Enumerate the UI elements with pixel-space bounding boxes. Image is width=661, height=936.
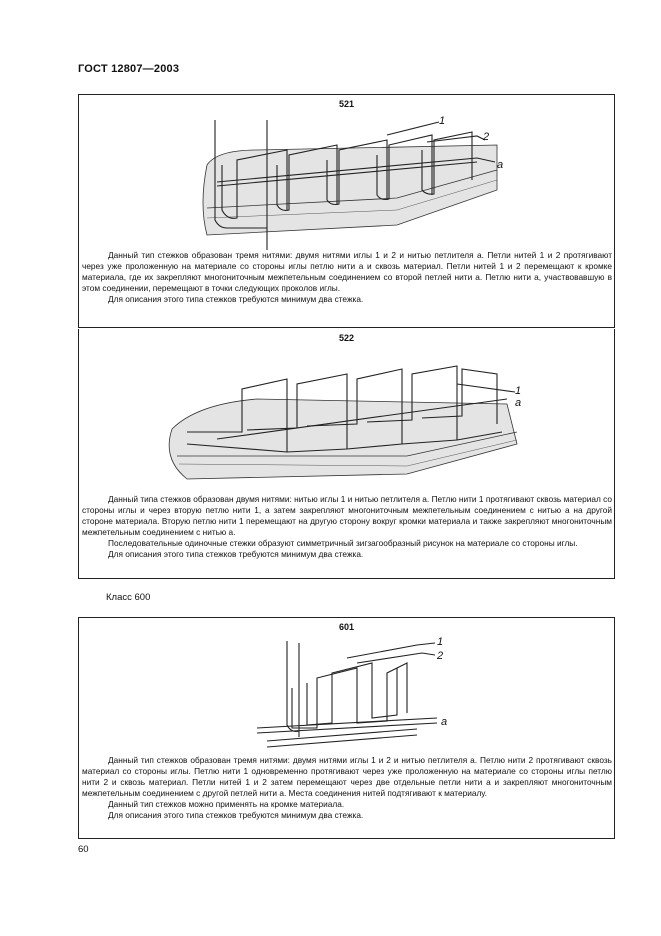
description-paragraph: Данный типа стежков образован двумя нитями: нитью иглы 1 и нитью петлителя a. Петлю нити 1 протягивают сквозь материал со стороны иглы и через вторую петлю нити 1, а затем закрепляют многониточным межпетельным соединением с нитью a на другой стороне материала. Вторую петлю нити 1 перемещают на другую сторону вокруг кромки материала и также закрепляют многониточным межпетельным соединением с нитью a. [82, 494, 612, 537]
stitch-number: 601 [338, 622, 355, 632]
page-number: 60 [78, 844, 89, 855]
description-paragraph: Данный тип стежков образован тремя нитями: двумя нитями иглы 1 и 2 и нитью петлителя a. Петли нитей 1 и 2 протягивают через уже проложенную на материале со стороны иглы петлю нити a и сквозь материал. Петли нитей 1 и 2 перемещают к кромке материала, где их закрепляют многониточным межпетельным соединением со второй петлей нити a. Петлю нити a, участвовавшую в этом соединении, перемещают в точки следующих проколов иглы. [82, 250, 612, 293]
description-paragraph: Данный тип стежков образован тремя нитями: двумя нитями иглы 1 и 2 и нитью петлителя a. Петлю нити 2 протягивают сквозь материал со стороны иглы. Петлю нити 1 одновременно протягивают через уже проложенную на материале со стороны иглы петлю нити 2 и сквозь материал. Петли нитей 1 и 2 затем перемещают через две отдельные петли нити a и закрепляют многониточным межпетельным соединением с другой петлей нити a. Места соединения нитей подтягивают к материалу. [82, 755, 612, 798]
description-paragraph: Данный тип стежков можно применять на кромке материала. [108, 798, 345, 809]
description-paragraph: Для описания этого типа стежков требуются минимум два стежка. [108, 293, 364, 304]
stitch-description [79, 250, 614, 305]
stitch-panel-601 [78, 617, 615, 839]
description-paragraph: Последовательные одиночные стежки образуют симметричный зигзагообразный рисунок на материале со стороны иглы. [108, 537, 578, 548]
stitch-521-diagram [177, 110, 517, 250]
thread-label-1: 1 [514, 385, 521, 397]
stitch-panel-521 [78, 94, 615, 328]
stitch-panel-522 [78, 329, 615, 579]
thread-label-a: a [496, 159, 503, 171]
thread-label-2: 2 [436, 650, 443, 662]
thread-label-1: 1 [436, 636, 443, 648]
thread-label-a: a [440, 716, 447, 728]
description-paragraph: Для описания этого типа стежков требуются минимум два стежка. [108, 548, 364, 559]
stitch-description [79, 755, 614, 820]
stitch-number: 521 [338, 99, 355, 109]
stitch-description [79, 494, 614, 559]
stitch-522-diagram [157, 344, 537, 494]
class-section-label: Класс 600 [106, 592, 151, 603]
stitch-number: 522 [338, 333, 355, 343]
thread-label-1: 1 [438, 115, 445, 127]
document-header-title: ГОСТ 12807—2003 [78, 63, 180, 75]
stitch-601-diagram [237, 633, 457, 755]
description-paragraph: Для описания этого типа стежков требуются минимум два стежка. [108, 809, 364, 820]
thread-label-2: 2 [482, 131, 489, 143]
thread-label-a: a [514, 397, 521, 409]
